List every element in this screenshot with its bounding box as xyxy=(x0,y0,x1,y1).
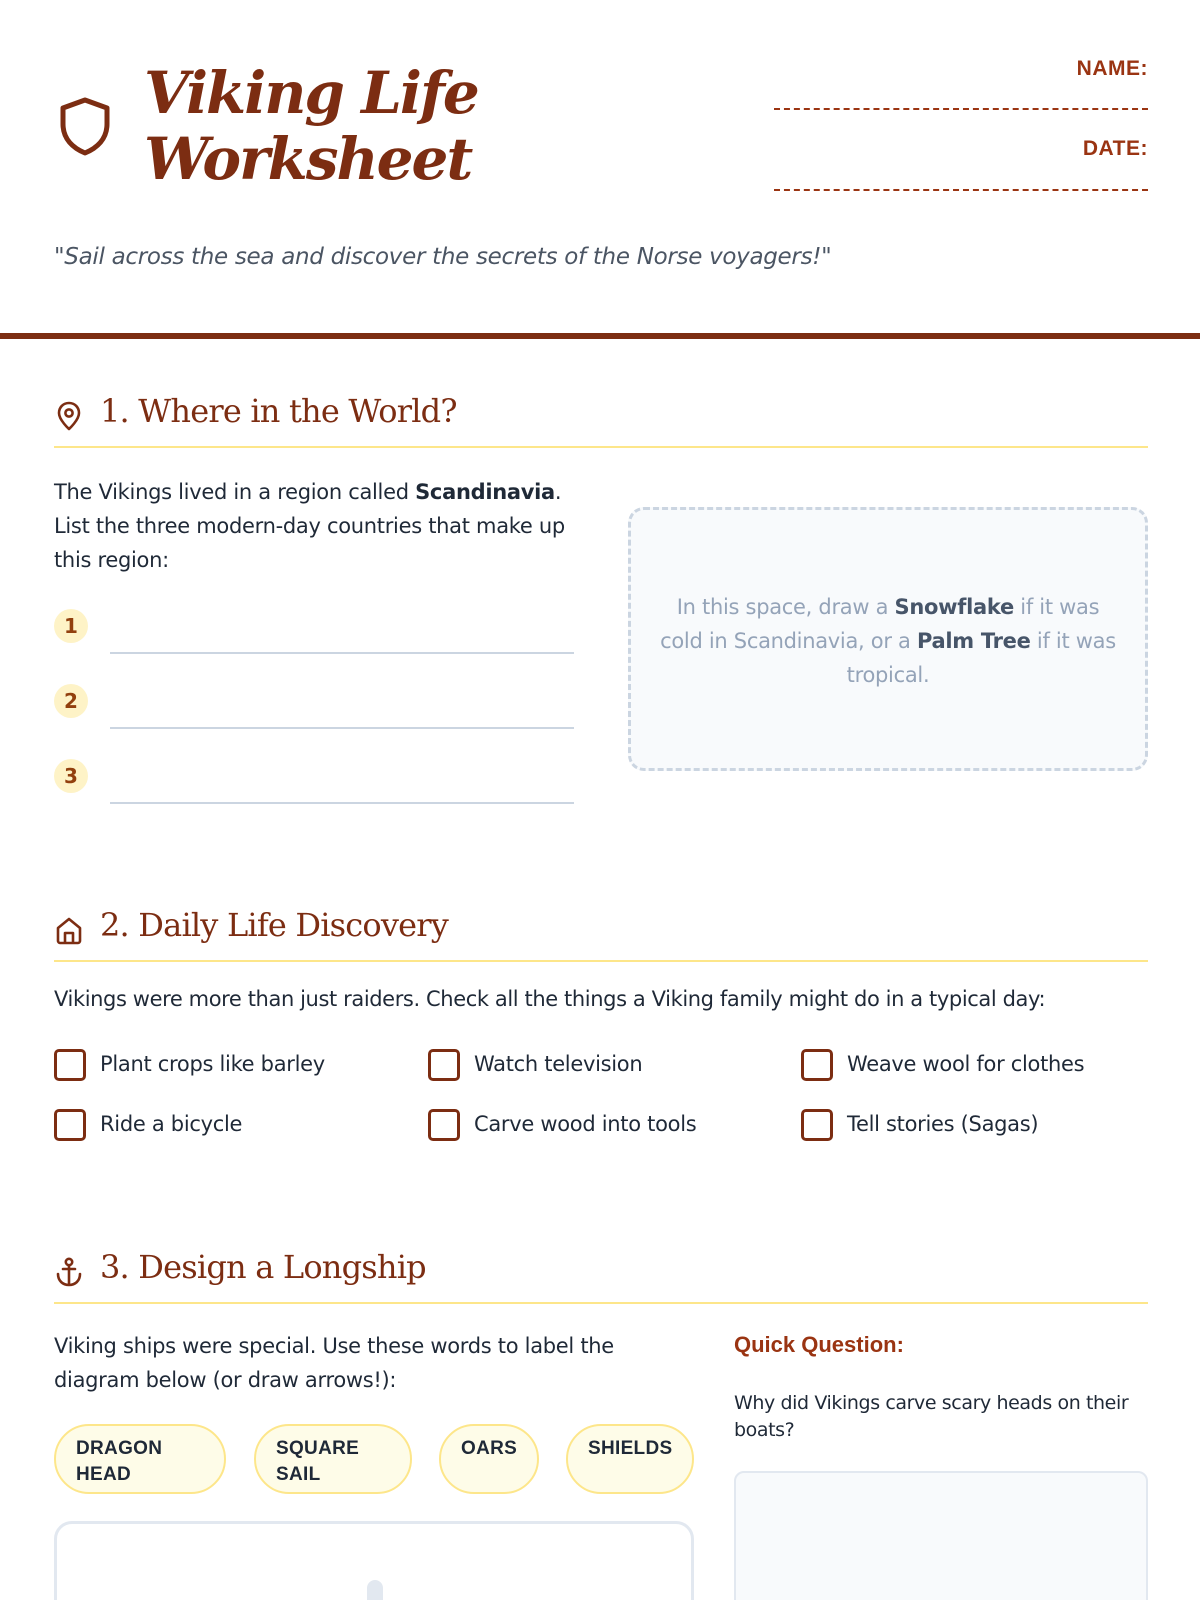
date-label: DATE: xyxy=(1082,137,1148,160)
label-word-line: HEAD xyxy=(76,1464,132,1485)
section-3-heading xyxy=(54,1248,1148,1304)
section-1-title: 1. Where in the World? xyxy=(100,392,457,430)
intro-bold-term: Scandinavia xyxy=(415,480,555,504)
section-3-title: 3. Design a Longship xyxy=(100,1248,426,1286)
answer-line[interactable] xyxy=(110,652,574,654)
number-badge: 3 xyxy=(54,759,88,793)
checkbox[interactable] xyxy=(54,1109,86,1141)
answer-row-3 xyxy=(54,759,574,809)
quick-question-answer-box[interactable] xyxy=(734,1471,1148,1600)
checkbox[interactable] xyxy=(801,1109,833,1141)
drawing-instructions xyxy=(655,590,1121,692)
title-line-1: Viking Life xyxy=(144,59,478,127)
label-word-line: SQUARE xyxy=(276,1438,360,1459)
label-word-line: DRAGON xyxy=(76,1438,163,1459)
checkbox-label: Carve wood into tools xyxy=(474,1112,697,1136)
section-3-intro: Viking ships were special. Use these words to label the diagram below (or draw arrows!): xyxy=(54,1334,614,1392)
label-word-line: SHIELDS xyxy=(588,1438,673,1459)
checkbox-label: Tell stories (Sagas) xyxy=(847,1112,1039,1136)
checkbox[interactable] xyxy=(54,1049,86,1081)
page-title xyxy=(144,60,478,192)
header-divider xyxy=(0,333,1200,339)
number-badge: 1 xyxy=(54,609,88,643)
draw-text-3: if it was tropical. xyxy=(846,629,1116,687)
quick-question-title: Quick Question: xyxy=(734,1332,904,1357)
label-word-shields[interactable] xyxy=(566,1424,694,1494)
label-word-line: SAIL xyxy=(276,1464,321,1485)
label-word-square-sail[interactable] xyxy=(254,1424,412,1494)
worksheet-header xyxy=(0,0,1200,340)
anchor-icon xyxy=(54,1256,84,1288)
checkbox-label: Watch television xyxy=(474,1052,643,1076)
home-icon xyxy=(54,914,84,946)
intro-text-start: The Vikings lived in a region called xyxy=(54,480,416,504)
section-2-title: 2. Daily Life Discovery xyxy=(100,906,449,944)
checkbox[interactable] xyxy=(428,1109,460,1141)
draw-bold-palm-tree: Palm Tree xyxy=(916,629,1031,653)
answer-row-2 xyxy=(54,684,574,734)
name-label: NAME: xyxy=(1076,57,1148,80)
shield-icon xyxy=(58,96,112,156)
label-word-dragon-head[interactable] xyxy=(54,1424,226,1494)
title-line-2: Worksheet xyxy=(144,125,472,193)
draw-text-2: if it was cold in Scandinavia, or a xyxy=(660,595,1100,653)
checkbox[interactable] xyxy=(428,1049,460,1081)
answer-row-1 xyxy=(54,609,574,659)
label-word-oars[interactable] xyxy=(439,1424,539,1494)
name-field[interactable] xyxy=(774,108,1148,110)
subtitle-quote: "Sail across the sea and discover the secrets of the Norse voyagers!" xyxy=(54,244,832,270)
number-badge: 2 xyxy=(54,684,88,718)
section-2-intro: Vikings were more than just raiders. Check all the things a Viking family might do in a typical day: xyxy=(54,987,1046,1011)
checkbox-label: Weave wool for clothes xyxy=(847,1052,1085,1076)
label-word-line: OARS xyxy=(461,1438,518,1459)
longship-diagram[interactable] xyxy=(54,1521,694,1600)
intro-text-end: . List the three modern-day countries that make up this region: xyxy=(54,480,565,572)
checkbox-label: Plant crops like barley xyxy=(100,1052,325,1076)
checkbox[interactable] xyxy=(801,1049,833,1081)
section-1-heading xyxy=(54,392,1148,448)
draw-bold-snowflake: Snowflake xyxy=(894,595,1014,619)
draw-text-1: In this space, draw a xyxy=(676,595,895,619)
date-field[interactable] xyxy=(774,189,1148,191)
map-pin-icon xyxy=(54,400,84,432)
checkbox-label: Ride a bicycle xyxy=(100,1112,243,1136)
answer-line[interactable] xyxy=(110,802,574,804)
answer-line[interactable] xyxy=(110,727,574,729)
section-2-heading xyxy=(54,906,1148,962)
quick-question-text: Why did Vikings carve scary heads on their boats? xyxy=(734,1392,1129,1441)
ship-mast-shape xyxy=(367,1580,383,1600)
section-1-intro xyxy=(54,475,584,577)
drawing-area[interactable] xyxy=(628,507,1148,771)
